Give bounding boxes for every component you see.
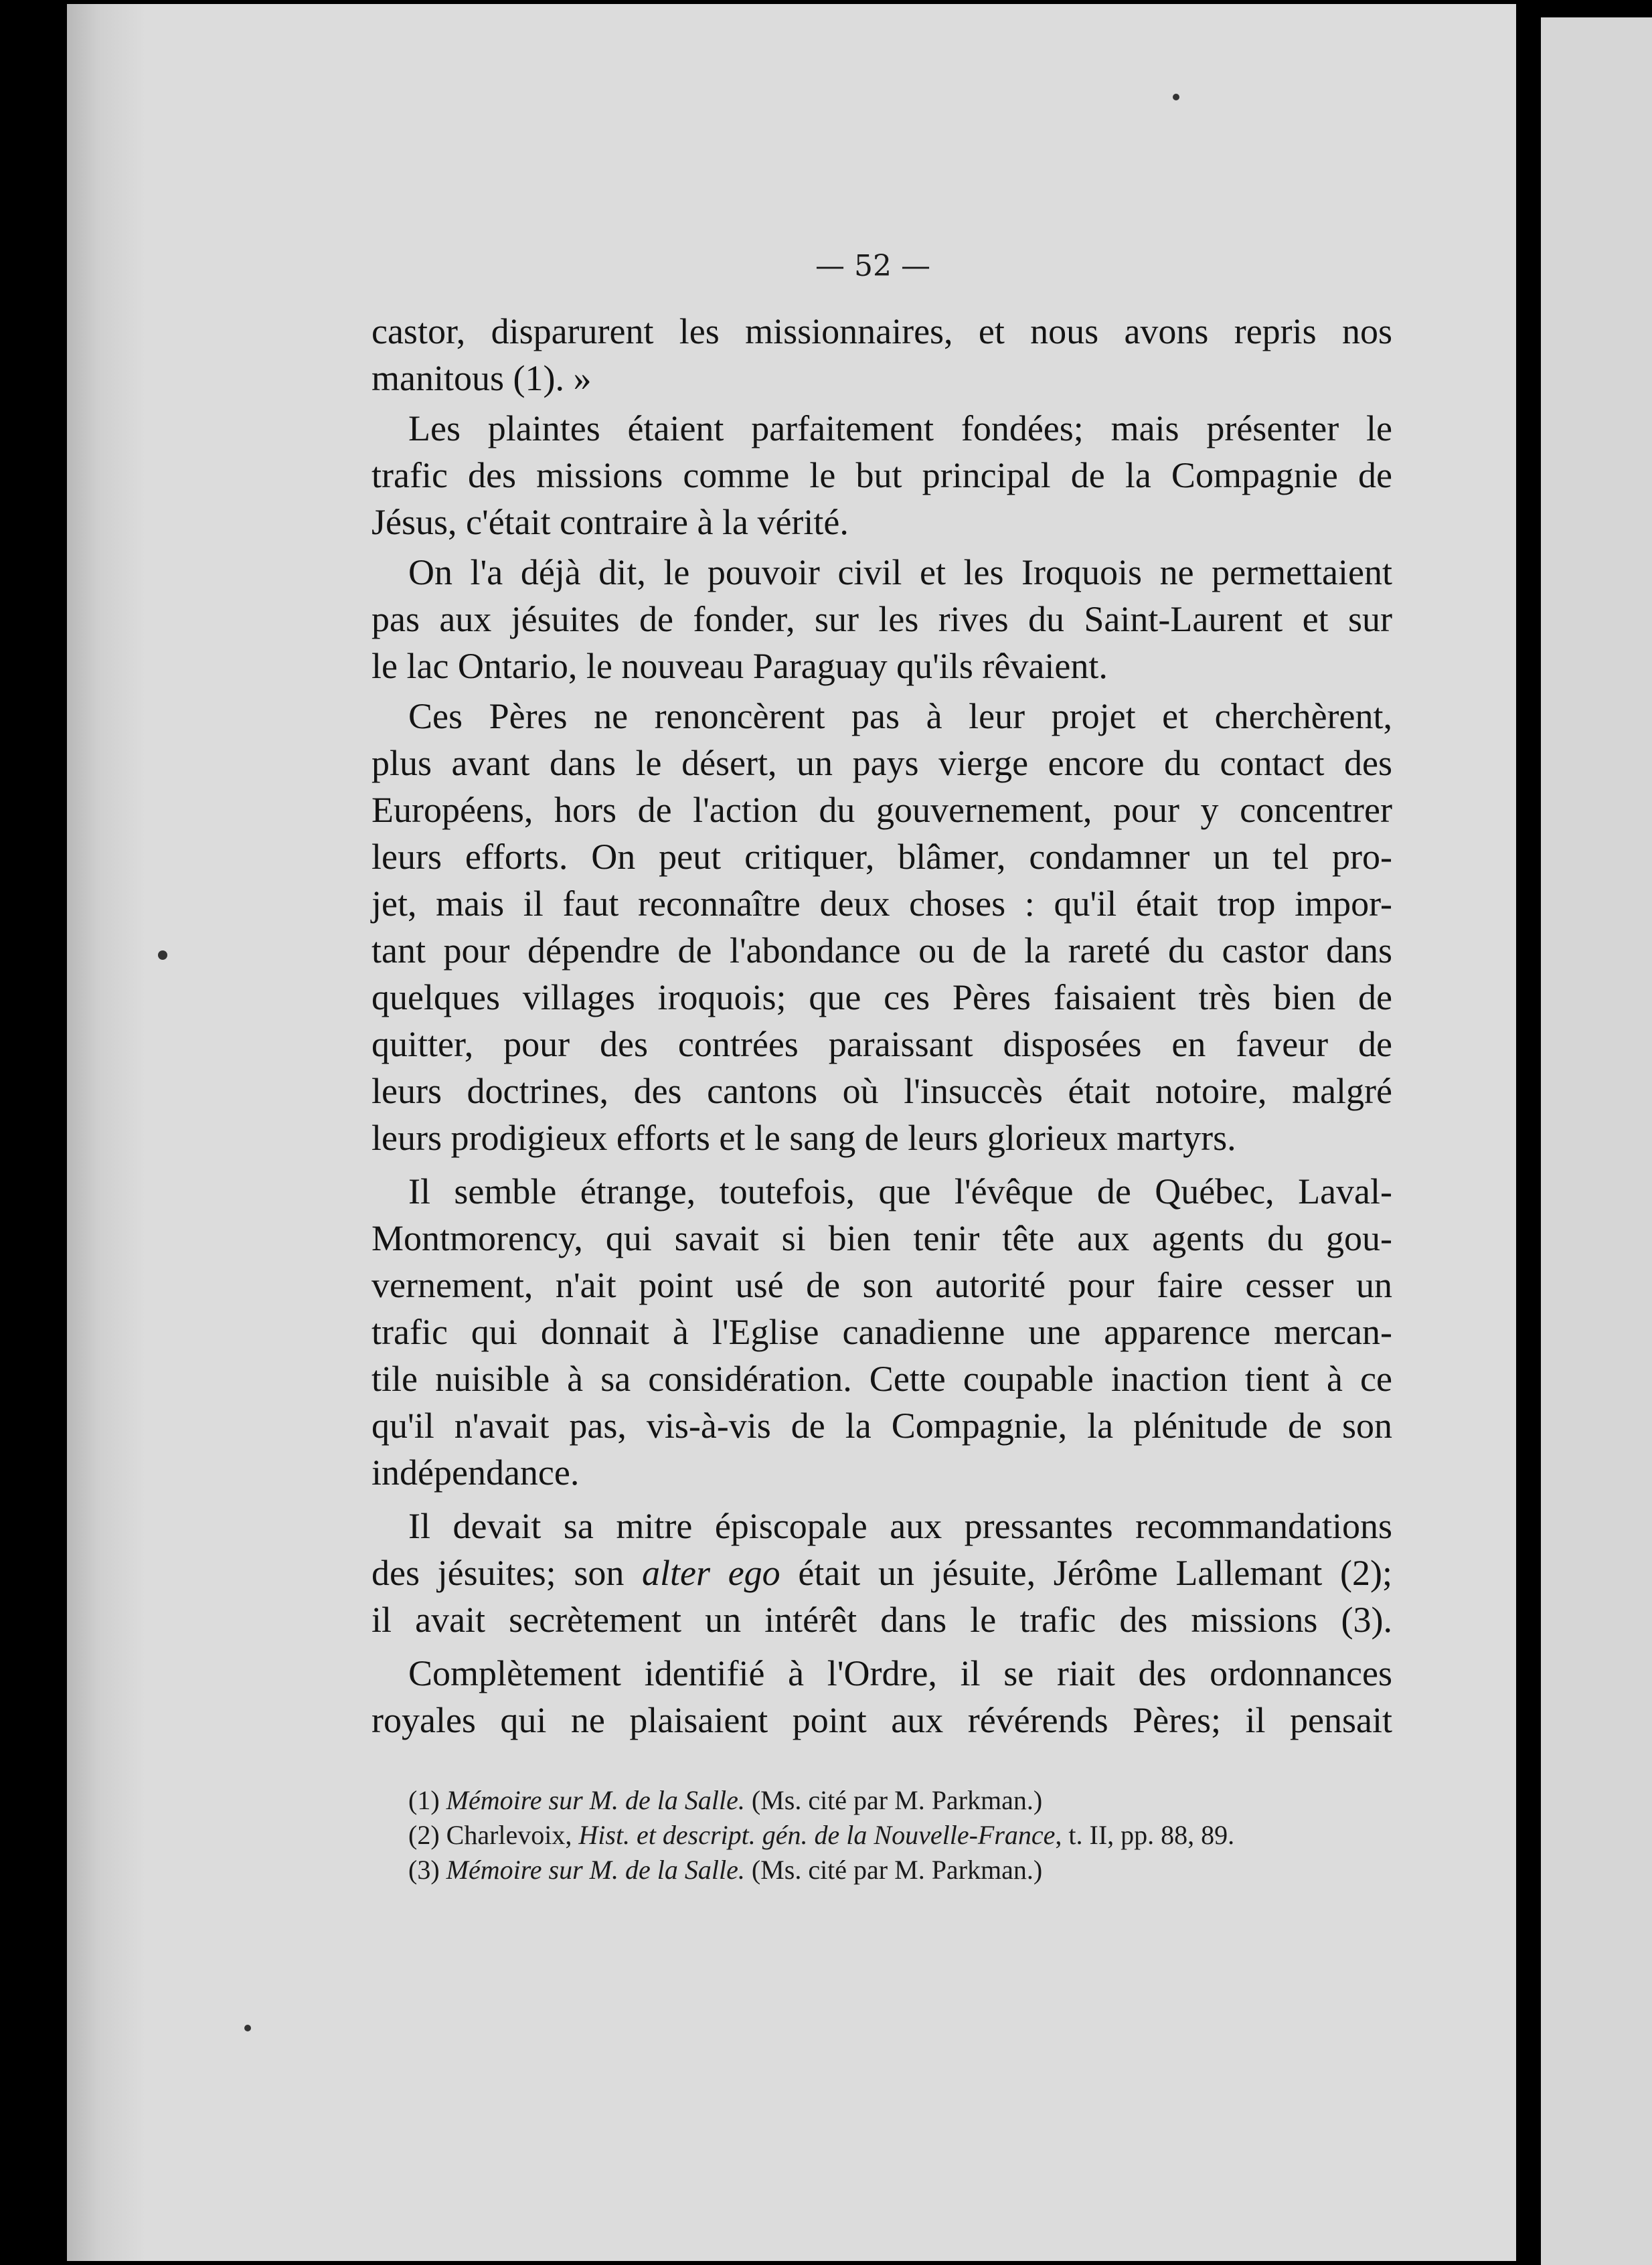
body-line-22: trafic qui donnait à l'Eglise canadienne une apparence mercan- <box>371 1312 1392 1352</box>
body-line-3: Les plaintes étaient parfaitement fondées; mais présenter le <box>408 408 1392 448</box>
footnote-2-author: Charlevoix, <box>446 1820 579 1850</box>
footnote-3-title: Mémoire sur M. de la Salle. <box>446 1855 745 1885</box>
body-line-16: quitter, pour des contrées paraissant disposées en faveur de <box>371 1024 1392 1064</box>
body-line-27-start: des jésuites; son <box>371 1553 643 1593</box>
adjacent-page-edge <box>1541 17 1652 2265</box>
footnote-1-marker: (1) <box>408 1785 440 1815</box>
body-line-8: le lac Ontario, le nouveau Paraguay qu'ils rêvaient. <box>371 646 1108 686</box>
body-line-27 <box>371 1549 1392 1596</box>
footnote-2-rest: , t. II, pp. 88, 89. <box>1055 1820 1235 1850</box>
footnote-1-rest: (Ms. cité par M. Parkman.) <box>744 1785 1043 1815</box>
body-line-18: leurs prodigieux efforts et le sang de leurs glorieux martyrs. <box>371 1118 1236 1158</box>
ink-speck <box>1173 94 1179 100</box>
body-line-23: tile nuisible à sa considération. Cette coupable inaction tient à ce <box>371 1359 1392 1399</box>
footnote-2-title: Hist. et descript. gén. de la Nouvelle-France <box>578 1820 1056 1850</box>
footnote-1-title: Mémoire sur M. de la Salle. <box>446 1785 745 1815</box>
body-line-20: Montmorency, qui savait si bien tenir tête aux agents du gou- <box>371 1218 1392 1258</box>
body-line-19: Il semble étrange, toutefois, que l'évêque de Québec, Laval- <box>408 1171 1392 1211</box>
body-line-9: Ces Pères ne renoncèrent pas à leur projet et cherchèrent, <box>408 696 1392 736</box>
body-line-29: Complètement identifié à l'Ordre, il se riait des ordonnances <box>408 1653 1392 1693</box>
body-line-6: On l'a déjà dit, le pouvoir civil et les Iroquois ne permettaient <box>408 552 1392 592</box>
body-line-1: castor, disparurent les missionnaires, et nous avons repris nos <box>371 311 1392 351</box>
footnote-3 <box>408 1853 1392 1888</box>
body-line-24: qu'il n'avait pas, vis-à-vis de la Compagnie, la plénitude de son <box>371 1406 1392 1446</box>
body-line-5: Jésus, c'était contraire à la vérité. <box>371 502 849 542</box>
page-number: — 52 — <box>815 249 930 283</box>
body-line-14: tant pour dépendre de l'abondance ou de la rareté du castor dans <box>371 930 1392 971</box>
body-line-27-end: était un jésuite, Jérôme Lallemant (2); <box>780 1553 1392 1593</box>
body-line-12: leurs efforts. On peut critiquer, blâmer, condamner un tel pro- <box>371 837 1392 877</box>
footnote-1 <box>408 1783 1392 1818</box>
body-line-17: leurs doctrines, des cantons où l'insuccès était notoire, malgré <box>371 1071 1392 1111</box>
body-line-21: vernement, n'ait point usé de son autorité pour faire cesser un <box>371 1265 1392 1305</box>
body-line-10: plus avant dans le désert, un pays vierge encore du contact des <box>371 743 1392 783</box>
body-line-13: jet, mais il faut reconnaître deux choses : qu'il était trop impor- <box>371 884 1392 924</box>
footnote-2 <box>408 1818 1392 1853</box>
footnote-3-rest: (Ms. cité par M. Parkman.) <box>744 1855 1043 1885</box>
body-line-11: Européens, hors de l'action du gouvernement, pour y concentrer <box>371 790 1392 830</box>
page-binding-shadow <box>67 4 146 2261</box>
body-line-26: Il devait sa mitre épiscopale aux pressantes recommandations <box>408 1506 1392 1546</box>
ink-speck <box>158 950 167 960</box>
italic-alter-ego: alter ego <box>642 1553 780 1593</box>
body-line-7: pas aux jésuites de fonder, sur les rives du Saint-Laurent et sur <box>371 599 1392 639</box>
body-line-2: manitous (1). » <box>371 358 592 398</box>
body-line-4: trafic des missions comme le but principal de la Compagnie de <box>371 455 1392 495</box>
footnote-3-marker: (3) <box>408 1855 440 1885</box>
body-line-25: indépendance. <box>371 1452 580 1493</box>
body-line-15: quelques villages iroquois; que ces Pères faisaient très bien de <box>371 977 1392 1017</box>
footnote-2-marker: (2) <box>408 1820 440 1850</box>
body-line-30: royales qui ne plaisaient point aux révérends Pères; il pensait <box>371 1700 1392 1740</box>
ink-speck <box>244 2025 251 2031</box>
body-line-28: il avait secrètement un intérêt dans le trafic des missions (3). <box>371 1600 1392 1640</box>
